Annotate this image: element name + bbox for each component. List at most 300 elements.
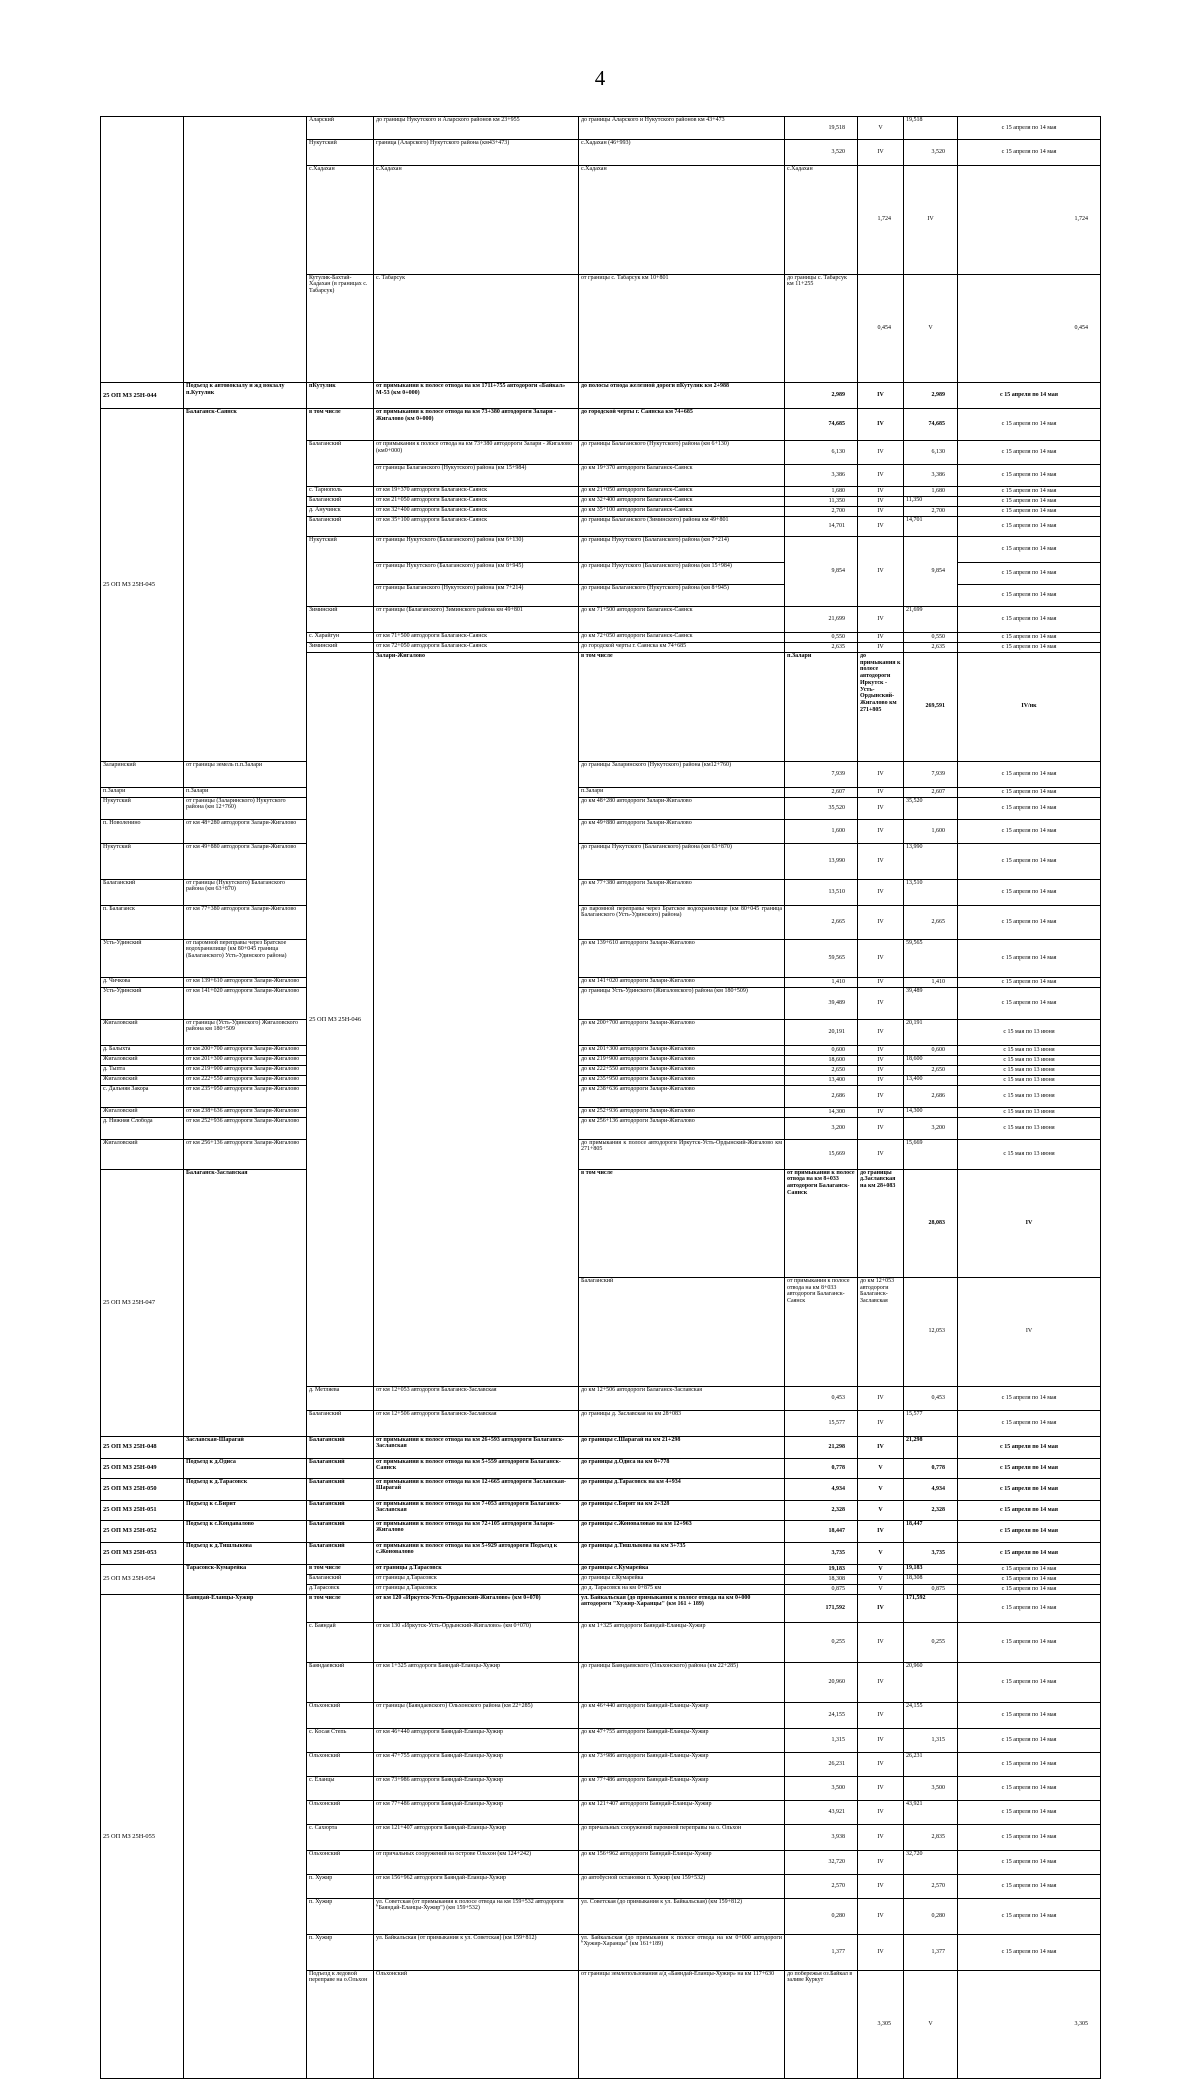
table-cell: 0,453 xyxy=(785,1386,858,1410)
table-row xyxy=(101,1085,1101,1107)
table-cell: 171,592 xyxy=(904,1594,958,1622)
table-cell: с. Тарнополь xyxy=(307,487,374,497)
table-cell: 74,685 xyxy=(785,409,858,441)
table-cell: от км 12+053 автодороги Балаганск-Заславская xyxy=(374,1386,579,1410)
table-cell: с 15 апреля по 14 мая xyxy=(958,1824,1101,1850)
table-cell: IV xyxy=(858,383,904,409)
table-cell: с 15 апреля по 14 мая xyxy=(958,987,1101,1019)
table-row xyxy=(101,1117,1101,1139)
table-cell: 1,377 xyxy=(904,1934,958,1970)
table-cell: 1,315 xyxy=(785,1728,858,1752)
table-cell: 25 ОП МЗ 25Н-048 xyxy=(101,1436,184,1458)
table-cell xyxy=(101,117,184,383)
table-cell: с 15 апреля по 14 мая xyxy=(958,633,1101,643)
table-cell: с 15 мая по 13 июня xyxy=(958,1085,1101,1107)
table-cell: 15,577 xyxy=(785,1410,858,1436)
table-cell: 1,680 xyxy=(785,487,858,497)
table-cell: с 15 апреля по 14 мая xyxy=(958,905,1101,939)
table-cell: до д. Тарасовск на км 0+875 км xyxy=(579,1584,785,1594)
table-cell: до побережья оз.Байкал в заливе Куркут xyxy=(785,1970,858,2079)
table-cell: от км 19+370 автодороги Балаганск-Саянск xyxy=(374,487,579,497)
table-cell: IV xyxy=(858,1410,904,1436)
table-cell: до городской черты г. Саянска км 74+685 xyxy=(579,643,785,653)
table-cell: Жигаловский xyxy=(101,1139,184,1169)
table-cell: с.Хадахан xyxy=(579,166,785,275)
table-cell: до границы Нукутского и Аларского районов км 23+955 xyxy=(374,117,579,140)
table-cell: 2,635 xyxy=(904,643,958,653)
table-cell: IV xyxy=(858,1776,904,1800)
table-cell: до км 77+486 автодороги Баяндай-Еланцы-Хужир xyxy=(579,1776,785,1800)
table-cell: 0,454 xyxy=(958,274,1101,383)
table-cell: от км 156+962 автодороги Баяндай-Еланцы-Хужир xyxy=(374,1874,579,1898)
table-cell: 3,305 xyxy=(858,1970,904,2079)
table-cell: д.Тарасовск xyxy=(307,1584,374,1594)
table-cell: от км 120 «Иркутск-Усть-Ордынский-Жигалово» (км 0+070) xyxy=(374,1594,579,1622)
table-cell: от границы землепользования а/д «Баяндай-Еланцы-Хужир» на км 117+630 xyxy=(579,1970,785,2079)
table-cell: IV xyxy=(858,1850,904,1874)
table-cell: до км 1+325 автодороги Баяндай-Еланцы-Хужир xyxy=(579,1622,785,1662)
table-cell: 13,400 xyxy=(904,1075,958,1085)
table-cell: Балаганский xyxy=(307,1500,374,1520)
table-cell: с 15 апреля по 14 мая xyxy=(958,487,1101,497)
table-cell: с 15 апреля по 14 мая xyxy=(958,517,1101,537)
table-cell: до км 48+280 автодороги Залари-Жигалово xyxy=(579,797,785,819)
table-cell: до км 201+300 автодороги Залари-Жигалово xyxy=(579,1045,785,1055)
table-cell: 18,600 xyxy=(785,1055,858,1065)
table-cell: 6,130 xyxy=(904,441,958,465)
table-cell: до границы д.Тарасовск на км 4+934 xyxy=(579,1478,785,1500)
table-cell: 0,600 xyxy=(785,1045,858,1055)
table-cell: 25 ОП МЗ 25Н-050 xyxy=(101,1478,184,1500)
table-cell: 15,669 xyxy=(904,1139,958,1169)
table-cell: Балаганский xyxy=(307,441,374,487)
table-cell: с 15 мая по 13 июня xyxy=(958,1045,1101,1055)
table-cell: 0,778 xyxy=(904,1458,958,1478)
table-cell: IV xyxy=(858,1824,904,1850)
table-cell: 2,665 xyxy=(785,905,858,939)
table-row xyxy=(101,1436,1101,1458)
table-cell: с. Дальняя Закора xyxy=(101,1085,184,1107)
table-cell: от границы (Заларинского) Нукутского района (км 12+760) xyxy=(184,797,307,819)
table-cell: с 15 апреля по 14 мая xyxy=(958,507,1101,517)
table-cell: до автобусной остановки п. Хужир (км 159+532) xyxy=(579,1874,785,1898)
table-cell: 3,305 xyxy=(958,1970,1101,2079)
table-cell: IV xyxy=(858,1594,904,1622)
table-cell: до границы Нукутского (Балаганского) района (км 7+214) xyxy=(579,537,785,563)
table-cell: с 15 апреля по 14 мая xyxy=(958,787,1101,797)
table-row xyxy=(101,1520,1101,1542)
table-cell: 0,280 xyxy=(785,1898,858,1934)
table-cell: V xyxy=(858,1584,904,1594)
table-cell: V xyxy=(858,1500,904,1520)
table-cell: до примыкания к полосе автодороги Иркутск - Усть-Ордынский-Жигалово км 271+805 xyxy=(858,653,904,762)
table-cell: от км 35+100 автодороги Балаганск-Саянск xyxy=(374,517,579,537)
table-cell: от границы земель п.п.Залари xyxy=(184,761,307,787)
table-cell: д. Нижняя Слобода xyxy=(101,1117,184,1139)
table-cell: от км 141+020 автодороги Залари-Жигалово xyxy=(184,987,307,1019)
table-cell: от границы д.Тарасовск xyxy=(374,1564,579,1574)
table-cell: 39,489 xyxy=(785,987,858,1019)
table-cell: от км 121+407 автодороги Баяндай-Еланцы-Хужир xyxy=(374,1824,579,1850)
table-cell: Балаганский xyxy=(307,1542,374,1564)
table-cell: до границы с.Кумарейка xyxy=(579,1564,785,1574)
table-cell: от границы Нукутского (Балаганского) района (км 6+130) xyxy=(374,537,579,563)
table-cell: от примыкания к полосе отвода на км 8+033 автодороги Балаганск-Саянск xyxy=(785,1169,858,1278)
table-cell: до км 235+950 автодороги Залари-Жигалово xyxy=(579,1075,785,1085)
table-cell: 2,686 xyxy=(904,1085,958,1107)
table-cell: Нукутский xyxy=(101,797,184,819)
table-cell: ул. Байкальская (до примыкания к полосе отвода на км 0+000 автодороги "Хужир-Харанцы" (км 161 + 189) xyxy=(579,1594,785,1622)
table-cell: Балаганский xyxy=(307,1574,374,1584)
table-cell: Балаганский xyxy=(101,879,184,905)
table-cell: с 15 апреля по 14 мая xyxy=(958,939,1101,977)
table-cell: от км 256+136 автодороги Залари-Жигалово xyxy=(184,1139,307,1169)
table-cell: от км 12+506 автодороги Балаганск-Заславская xyxy=(374,1410,579,1436)
table-cell: IV xyxy=(858,1728,904,1752)
table-cell: 15,669 xyxy=(785,1139,858,1169)
table-cell: Ольхонский xyxy=(307,1850,374,1874)
table-cell: с 15 апреля по 14 мая xyxy=(958,643,1101,653)
table-cell: с 15 апреля по 14 мая xyxy=(958,1898,1101,1934)
table-cell: IV xyxy=(858,409,904,441)
table-cell: 3,200 xyxy=(785,1117,858,1139)
table-cell: IV xyxy=(858,1045,904,1055)
table-row xyxy=(101,761,1101,787)
table-cell: с 15 апреля по 14 мая xyxy=(958,1410,1101,1436)
table-row xyxy=(101,843,1101,879)
table-cell: от примыкания к полосе отвода на км 5+559 автодороги Балаганск-Саянск xyxy=(374,1458,579,1478)
table-cell: IV xyxy=(858,1934,904,1970)
table-cell: с 15 апреля по 14 мая xyxy=(958,1800,1101,1824)
table-cell: Баяндай-Еланцы-Хужир xyxy=(184,1594,307,2079)
table-cell: IV xyxy=(858,1622,904,1662)
table-cell: IV xyxy=(858,797,904,819)
table-cell: от границы д.Тарасовск xyxy=(374,1574,579,1584)
table-cell: до км 21+050 автодороги Балаганск-Саянск xyxy=(579,487,785,497)
table-cell: IV xyxy=(858,507,904,517)
table-cell: IV xyxy=(858,537,904,607)
table-cell: в том числе xyxy=(307,1594,374,1622)
table-cell: от примыкания к полосе отвода на км 73+380 автодороги Залари - Жигалово (км 0+000) xyxy=(374,409,579,441)
table-cell: 20,960 xyxy=(785,1662,858,1702)
table-cell: Ольхонский xyxy=(307,1702,374,1728)
table-cell: V xyxy=(904,274,958,383)
table-cell: с 15 апреля по 14 мая xyxy=(958,1436,1101,1458)
table-cell: до полосы отвода железной дороги пКутулик км 2+988 xyxy=(579,383,785,409)
table-cell: с 15 апреля по 14 мая xyxy=(958,843,1101,879)
table-cell: 1,315 xyxy=(904,1728,958,1752)
table-cell: 18,447 xyxy=(904,1520,958,1542)
table-cell: с.Хадахан (46+993) xyxy=(579,140,785,166)
table-row xyxy=(101,1045,1101,1055)
table-row xyxy=(101,987,1101,1019)
table-cell: 12,053 xyxy=(904,1278,958,1387)
table-cell: п. Новоленино xyxy=(101,819,184,843)
table-cell: 21,699 xyxy=(785,607,858,633)
table-cell: от км 238+636 автодороги Залари-Жигалово xyxy=(184,1107,307,1117)
table-cell: IV xyxy=(858,517,904,537)
table-cell: до км 12+053 автодороги Балаганск-Заславская xyxy=(858,1278,904,1387)
table-cell: 3,735 xyxy=(904,1542,958,1564)
table-cell: Подъезд к автовокзалу и жд вокзалу п.Кутулик xyxy=(184,383,307,409)
table-cell: 13,510 xyxy=(785,879,858,905)
table-cell: 35,520 xyxy=(904,797,958,819)
table-cell: до км 139+610 автодороги Залари-Жигалово xyxy=(579,939,785,977)
table-cell: 2,650 xyxy=(785,1065,858,1075)
table-cell: с.Хадахан xyxy=(307,166,374,275)
table-cell: 0,255 xyxy=(785,1622,858,1662)
table-cell: до км 47+755 автодороги Баяндай-Еланцы-Хужир xyxy=(579,1728,785,1752)
table-cell: от км 48+280 автодороги Залари-Жигалово xyxy=(184,819,307,843)
table-cell: с 15 апреля по 14 мая xyxy=(958,1752,1101,1776)
table-cell: до границы д. Заславская на км 28+083 xyxy=(579,1410,785,1436)
table-cell: от км 73+986 автодороги Баяндай-Еланцы-Хужир xyxy=(374,1776,579,1800)
table-cell: от км 77+486 автодороги Баяндай-Еланцы-Хужир xyxy=(374,1800,579,1824)
table-cell: 59,565 xyxy=(785,939,858,977)
table-cell: 2,607 xyxy=(904,787,958,797)
table-cell: 21,298 xyxy=(904,1436,958,1458)
table-cell: 1,600 xyxy=(904,819,958,843)
table-cell: IV xyxy=(958,1278,1101,1387)
table-cell: до границы Усть-Удинского (Жигаловского) района (км 180+509) xyxy=(579,987,785,1019)
table-cell: до причальных сооружений паромной переправы на о. Ольхон xyxy=(579,1824,785,1850)
table-cell: 25 ОП МЗ 25Н-055 xyxy=(101,1594,184,2079)
table-cell: до км 252+936 автодороги Залари-Жигалово xyxy=(579,1107,785,1117)
table-cell: 1,410 xyxy=(904,977,958,987)
table-cell: 3,500 xyxy=(785,1776,858,1800)
table-row xyxy=(101,905,1101,939)
table-cell: 26,231 xyxy=(785,1752,858,1776)
table-cell: 2,989 xyxy=(785,383,858,409)
table-row xyxy=(101,1478,1101,1500)
table-cell: с 15 апреля по 14 мая xyxy=(958,1776,1101,1800)
table-cell: Зиминский xyxy=(307,607,374,633)
table-cell: Нукутский xyxy=(101,843,184,879)
table-cell: 19,518 xyxy=(785,117,858,140)
table-row xyxy=(101,939,1101,977)
table-cell: 4,934 xyxy=(785,1478,858,1500)
table-row xyxy=(101,1594,1101,1622)
table-cell: Жигаловский xyxy=(101,1075,184,1085)
table-cell: 11,350 xyxy=(785,497,858,507)
table-row xyxy=(101,1107,1101,1117)
table-cell: IV xyxy=(858,1019,904,1045)
table-cell: 14,300 xyxy=(904,1107,958,1117)
table-cell: IV xyxy=(858,787,904,797)
table-cell: V xyxy=(858,1542,904,1564)
table-cell: 1,724 xyxy=(858,166,904,275)
table-cell: до км 222+550 автодороги Залари-Жигалово xyxy=(579,1065,785,1075)
table-cell: до км 19+370 автодороги Балаганск-Саянск xyxy=(579,465,785,487)
table-cell: от границы (Баяндаевского) Ольхонского района (км 22+285) xyxy=(374,1702,579,1728)
table-cell: от границы Балаганского (Нукутского) района (км 7+214) xyxy=(374,585,579,607)
table-cell: 3,200 xyxy=(904,1117,958,1139)
table-cell: 28,083 xyxy=(904,1169,958,1278)
table-cell: 3,520 xyxy=(785,140,858,166)
table-cell: 171,592 xyxy=(785,1594,858,1622)
table-cell: с 15 мая по 13 июня xyxy=(958,1117,1101,1139)
table-cell: 14,701 xyxy=(785,517,858,537)
table-cell: 6,130 xyxy=(785,441,858,465)
table-cell: до км 156+962 автодороги Баяндай-Еланцы-Хужир xyxy=(579,1850,785,1874)
table-cell: с.Хадахан xyxy=(785,166,858,275)
table-cell: п. Хужир xyxy=(307,1898,374,1934)
table-cell: IV xyxy=(858,1702,904,1728)
table-cell: от границы (Усть-Удинского) Жигаловского района км 180+509 xyxy=(184,1019,307,1045)
table-cell: до км 73+986 автодороги Баяндай-Еланцы-Хужир xyxy=(579,1752,785,1776)
table-cell: IV xyxy=(858,487,904,497)
table-cell: 43,921 xyxy=(904,1800,958,1824)
table-cell: Балаганск-Саянск xyxy=(184,409,307,762)
table-cell: Балаганский xyxy=(307,1410,374,1436)
table-cell: Ольхонский xyxy=(307,1800,374,1824)
table-cell: 32,720 xyxy=(785,1850,858,1874)
table-cell: 2,570 xyxy=(785,1874,858,1898)
table-cell: от км 235+950 автодороги Залари-Жигалово xyxy=(184,1085,307,1107)
table-cell: до км 200+700 автодороги Залари-Жигалово xyxy=(579,1019,785,1045)
table-cell: 18,600 xyxy=(904,1055,958,1065)
table-cell: до границы с.Жоноваловао на км 12+963 xyxy=(579,1520,785,1542)
table-cell: до км 72+050 автодороги Балаганск-Саянск xyxy=(579,633,785,643)
table-cell: 0,255 xyxy=(904,1622,958,1662)
table-cell: Подъезд к с.Бирит xyxy=(184,1500,307,1520)
table-cell: с 15 апреля по 14 мая xyxy=(958,497,1101,507)
table-cell: 1,377 xyxy=(785,1934,858,1970)
table-cell: Усть-Удинский xyxy=(101,939,184,977)
table-cell: д. Анучинск xyxy=(307,507,374,517)
table-cell: Балаганский xyxy=(307,1436,374,1458)
table-cell: 2,989 xyxy=(904,383,958,409)
table-cell: до границы Аларского и Нукутского районов км 43+473 xyxy=(579,117,785,140)
table-cell: 25 ОП МЗ 25Н-046 xyxy=(307,653,374,1387)
table-cell: IV xyxy=(858,879,904,905)
table-cell: от км 77+380 автодороги Залари-Жигалово xyxy=(184,905,307,939)
table-cell: 1,600 xyxy=(785,819,858,843)
table-cell: с 15 апреля по 14 мая xyxy=(958,797,1101,819)
table-cell: с 15 апреля по 14 мая xyxy=(958,1662,1101,1702)
table-cell: до км 46+440 автодороги Баяндай-Еланцы-Хужир xyxy=(579,1702,785,1728)
table-cell: 24,155 xyxy=(904,1702,958,1728)
table-cell: до км 219+900 автодороги Залари-Жигалово xyxy=(579,1055,785,1065)
table-cell: с 15 апреля по 14 мая xyxy=(958,1584,1101,1594)
table-cell: с 15 апреля по 14 мая xyxy=(958,409,1101,441)
table-cell: Подъезд к ледовой переправе на о.Ольхон xyxy=(307,1970,374,2079)
table-cell: 14,701 xyxy=(904,517,958,537)
table-cell: в том числе xyxy=(579,653,785,762)
table-cell: граница (Аларского) Нукутского района (км43+473) xyxy=(374,140,579,166)
table-cell: до км 49+880 автодороги Залари-Жигалово xyxy=(579,819,785,843)
table-cell: 1,680 xyxy=(904,487,958,497)
table-cell: Ольхонский xyxy=(307,1752,374,1776)
table-body xyxy=(101,117,1101,2079)
table-row xyxy=(101,819,1101,843)
table-cell: 13,990 xyxy=(785,843,858,879)
table-cell: Жигаловский xyxy=(101,1107,184,1117)
table-cell: IV xyxy=(858,465,904,487)
table-cell: от км 47+755 автодороги Баяндай-Еланцы-Хужир xyxy=(374,1752,579,1776)
table-cell: V xyxy=(904,1970,958,2079)
table-cell: от примыкания к полосе отвода на км 73+380 автодороги Залари - Жигалово (км0+000) xyxy=(374,441,579,465)
table-cell: 20,191 xyxy=(785,1019,858,1045)
table-cell: IV xyxy=(858,939,904,977)
table-cell: с 15 апреля по 14 мая xyxy=(958,1458,1101,1478)
table-cell: 13,990 xyxy=(904,843,958,879)
table-cell: 0,453 xyxy=(904,1386,958,1410)
table-cell: до примыкания к полосе автодороги Иркутск-Усть-Ордынский-Жигалово км 271+805 xyxy=(579,1139,785,1169)
table-cell: 11,350 xyxy=(904,497,958,507)
table-cell: 2,607 xyxy=(785,787,858,797)
table-cell: 1,410 xyxy=(785,977,858,987)
table-cell: IV xyxy=(858,1898,904,1934)
table-cell: п.Залари xyxy=(579,787,785,797)
table-cell: с. Табарсук xyxy=(374,274,579,383)
table-cell: 3,735 xyxy=(785,1542,858,1564)
table-cell: от примыкания к полосе отвода на км 26+593 автодороги Балаганск-Заславская xyxy=(374,1436,579,1458)
table-cell: Балаганский xyxy=(307,1478,374,1500)
table-cell: 0,778 xyxy=(785,1458,858,1478)
table-cell: 20,191 xyxy=(904,1019,958,1045)
table-cell: IV xyxy=(858,1117,904,1139)
table-cell: 7,939 xyxy=(904,761,958,787)
table-cell: с 15 апреля по 14 мая xyxy=(958,383,1101,409)
table-cell: V xyxy=(858,1458,904,1478)
table-cell: Нукутский xyxy=(307,537,374,607)
table-cell: до границы с.Бирит на км 2+328 xyxy=(579,1500,785,1520)
table-cell: от км 49+880 автодороги Залари-Жигалово xyxy=(184,843,307,879)
table-cell: Усть-Удинский xyxy=(101,987,184,1019)
table-cell: IV xyxy=(958,1169,1101,1278)
table-cell: до км 141+020 автодороги Залари-Жигалово xyxy=(579,977,785,987)
table-cell: до границы Балаганского (Зиминского) района км 49+801 xyxy=(579,517,785,537)
table-cell: Балаганский xyxy=(307,497,374,507)
table-cell: с 15 апреля по 14 мая xyxy=(958,117,1101,140)
table-cell: от примыкания к полосе отвода на км 5+929 автодороги Подъезд к с.Жоновалово xyxy=(374,1542,579,1564)
table-cell: от примыкания к полосе отвода на км 12+665 автодороги Заславская-Шарагай xyxy=(374,1478,579,1500)
table-cell: от км 139+610 автодороги Залари-Жигалово xyxy=(184,977,307,987)
table-cell: IV xyxy=(858,977,904,987)
table-cell: с 15 апреля по 14 мая xyxy=(958,1564,1101,1574)
table-cell: с 15 апреля по 14 мая xyxy=(958,1500,1101,1520)
table-cell: д. Чичкова xyxy=(101,977,184,987)
table-cell: 25 ОП МЗ 25Н-052 xyxy=(101,1520,184,1542)
table-cell: 1,724 xyxy=(958,166,1101,275)
table-cell: с. Сахюрта xyxy=(307,1824,374,1850)
table-cell: 3,386 xyxy=(785,465,858,487)
table-cell: Заславская-Шарагай xyxy=(184,1436,307,1458)
table-cell: Балаганский xyxy=(307,517,374,537)
table-cell: до границы с.Шарагай на км 21+298 xyxy=(579,1436,785,1458)
table-cell: до границы д.Одиса на км 0+778 xyxy=(579,1458,785,1478)
table-cell: 25 ОП МЗ 25Н-053 xyxy=(101,1542,184,1564)
table-cell: 15,577 xyxy=(904,1410,958,1436)
table-cell xyxy=(184,117,307,383)
table-cell: с 15 апреля по 14 мая xyxy=(958,977,1101,987)
table-cell: п. Балаганск xyxy=(101,905,184,939)
table-cell: от паромной переправы через Братское водохранилище (км 80+045 граница (Балаганского) Усть-Удинского района) xyxy=(184,939,307,977)
table-row xyxy=(101,383,1101,409)
table-cell: IV xyxy=(858,843,904,879)
table-cell: от км 21+050 автодороги Балаганск-Саянск xyxy=(374,497,579,507)
table-row xyxy=(101,977,1101,987)
table-cell: с 15 апреля по 14 мая xyxy=(958,140,1101,166)
table-cell: 2,570 xyxy=(904,1874,958,1898)
table-cell: с 15 апреля по 14 мая xyxy=(958,1874,1101,1898)
table-cell: п.Залари xyxy=(101,787,184,797)
table-cell: до границы с.Кумарейка xyxy=(579,1574,785,1584)
table-cell: до границы Нукутского (Балаганского) района (км 15+984) xyxy=(579,563,785,585)
table-cell: до границы Заларинского (Нукутского) района (км12+760) xyxy=(579,761,785,787)
table-cell: до км 32+400 автодороги Балаганск-Саянск xyxy=(579,497,785,507)
